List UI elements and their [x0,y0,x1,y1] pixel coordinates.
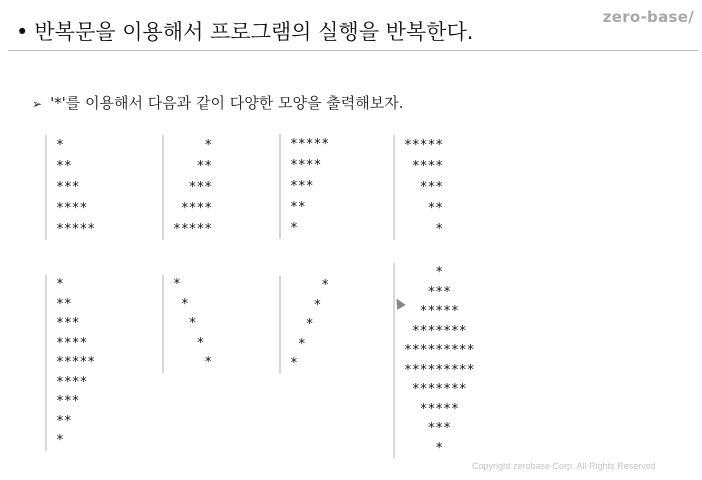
title-bullet: • [16,20,29,44]
pattern-line: * [290,278,330,293]
pattern-line: * [404,222,444,237]
pattern-line: ** [290,200,306,215]
pattern-line: * [173,355,213,370]
pattern-line: * [290,297,322,313]
pattern-line: * [290,356,298,371]
pattern-line: ** [173,159,213,174]
arrow-bullet-icon: ➢ [32,97,43,111]
pattern-line: ***** [290,137,330,152]
pattern-left-triangle [45,135,95,240]
pattern-inverted-left-triangle [279,134,329,239]
pattern-line: ***** [56,222,96,237]
pattern-line: * [290,336,306,352]
pattern-line: **** [173,201,213,216]
pattern-line: ** [404,201,444,216]
pattern-line: **** [56,374,88,390]
pattern-line: *** [56,316,80,331]
pattern-inverted-right-triangle [393,135,443,240]
pattern-line: ******* [404,382,467,397]
pattern-line: *** [173,180,213,195]
pattern-line: * [173,316,197,331]
pattern-line: *** [290,179,314,194]
pattern-line: **** [56,201,88,216]
pattern-line: ** [56,159,72,174]
pattern-line: *** [404,180,444,195]
pattern-line: * [56,138,64,153]
pattern-line: ***** [56,355,96,370]
pattern-diagonal-down [162,275,212,373]
title-text: 반복문을 이용해서 프로그램의 실행을 반복한다. [34,20,474,44]
copyright-text: Copyright zerobase Corp. All Rights Reserved [472,461,656,471]
pattern-line: **** [56,335,88,351]
zero-base-logo: zero-base/ [602,8,694,26]
pattern-line: **** [404,159,444,174]
subtitle-text: '*'를 이용해서 다음과 같이 다양한 모양을 출력해보자. [50,94,404,112]
pattern-line: * [173,277,181,292]
pattern-line: * [173,138,213,153]
pattern-line: * [290,317,314,332]
slide-title [16,16,474,46]
pattern-line: **** [290,158,322,173]
pattern-line: ***** [173,222,213,237]
pattern-line: ***** [404,304,459,319]
pattern-line: * [290,221,298,236]
pattern-line: * [173,335,205,351]
pattern-line: *** [404,421,451,436]
pattern-line: ********* [404,362,475,378]
pattern-line: ******* [404,323,467,339]
pattern-line: * [404,265,444,280]
pattern-line: ***** [404,401,459,417]
subtitle [32,92,403,113]
pattern-line: *** [404,284,451,300]
pattern-line: ********* [404,343,475,358]
pattern-diagonal-up [279,276,329,374]
pattern-right-triangle [162,135,212,240]
pattern-diamond [393,263,474,458]
pattern-line: *** [56,180,80,195]
pattern-line: * [404,440,444,456]
pattern-line: * [56,277,64,292]
pattern-line: ***** [404,138,444,153]
pattern-line: * [173,296,189,312]
title-divider [8,50,698,51]
pattern-line: ** [56,296,72,312]
pattern-line: ** [56,413,72,429]
pattern-sideways-triangle [45,275,95,451]
pattern-line: * [56,433,64,448]
pattern-line: *** [56,394,80,409]
